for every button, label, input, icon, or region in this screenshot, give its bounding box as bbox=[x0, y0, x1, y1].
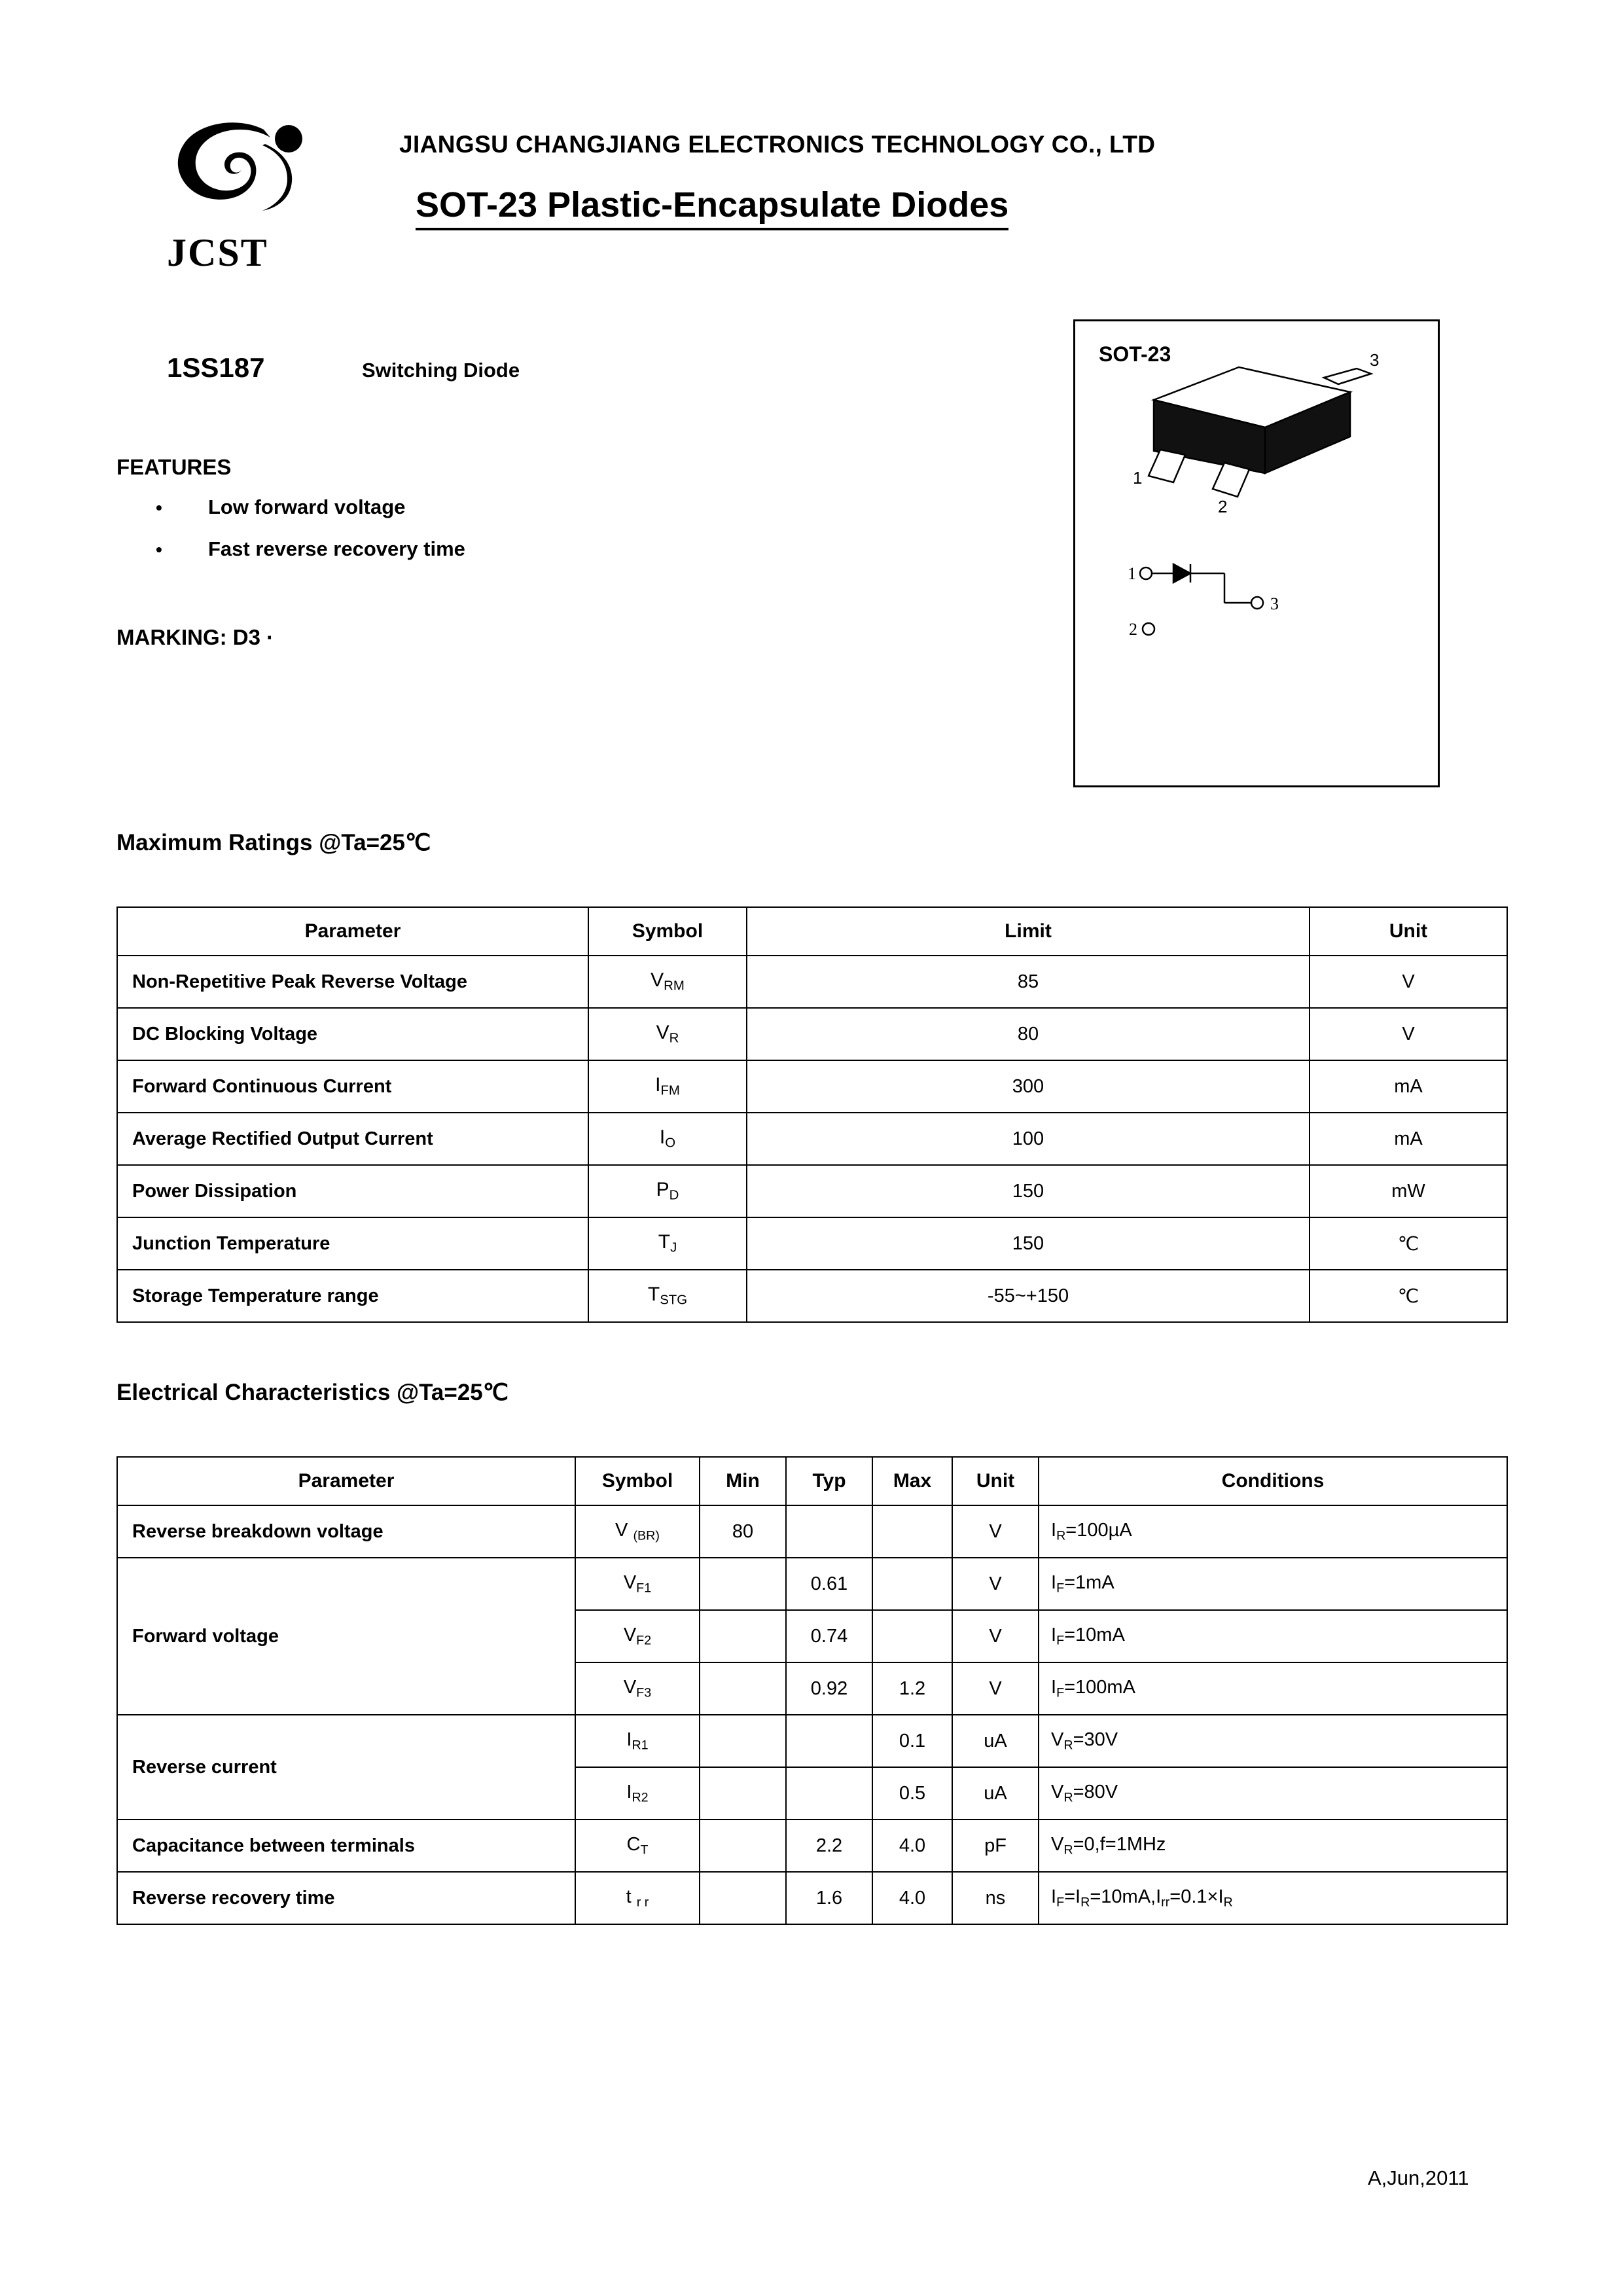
max-ratings-table bbox=[116, 906, 1508, 1323]
cell-unit: mW bbox=[1310, 1165, 1507, 1217]
jcst-logo bbox=[167, 118, 337, 281]
cell-max bbox=[872, 1558, 952, 1610]
column-header-parameter: Parameter bbox=[117, 1457, 575, 1505]
cell-min bbox=[700, 1715, 786, 1767]
cell-conditions: $I_F=1mA$ bbox=[1039, 1558, 1507, 1610]
package-outline-box bbox=[1073, 319, 1440, 787]
cell-symbol: V $_{(BR)}$ bbox=[575, 1505, 700, 1558]
cell-symbol: $T_J$ bbox=[588, 1217, 747, 1270]
cell-conditions: $I_F=10mA$ bbox=[1039, 1610, 1507, 1662]
column-header-unit: Unit bbox=[1310, 907, 1507, 956]
cell-min bbox=[700, 1767, 786, 1820]
cell-parameter: Reverse breakdown voltage bbox=[117, 1505, 575, 1558]
column-header-max: Max bbox=[872, 1457, 952, 1505]
cell-min: 80 bbox=[700, 1505, 786, 1558]
cell-symbol: $I_{R1}$ bbox=[575, 1715, 700, 1767]
column-header-symbol: Symbol bbox=[575, 1457, 700, 1505]
table-header-row bbox=[117, 907, 1507, 956]
cell-unit: V bbox=[952, 1610, 1039, 1662]
table-row bbox=[117, 1270, 1507, 1322]
svg-text:1: 1 bbox=[1133, 468, 1143, 488]
cell-typ bbox=[786, 1505, 872, 1558]
cell-parameter: Reverse recovery time bbox=[117, 1872, 575, 1924]
svg-text:2: 2 bbox=[1129, 620, 1137, 639]
cell-max: 4.0 bbox=[872, 1872, 952, 1924]
cell-parameter-forward-voltage: Forward voltage bbox=[117, 1558, 575, 1715]
column-header-symbol: Symbol bbox=[588, 907, 747, 956]
cell-parameter: Power Dissipation bbox=[117, 1165, 588, 1217]
cell-min bbox=[700, 1610, 786, 1662]
features-heading: FEATURES bbox=[116, 455, 232, 479]
feature-bullet-icon: • bbox=[156, 497, 162, 518]
cell-unit: V bbox=[952, 1662, 1039, 1715]
cell-typ: 1.6 bbox=[786, 1872, 872, 1924]
package-drawing bbox=[1075, 321, 1442, 789]
cell-symbol: $T_{STG}$ bbox=[588, 1270, 747, 1322]
cell-limit: 80 bbox=[747, 1008, 1310, 1060]
cell-symbol: t $_{r r}$ bbox=[575, 1872, 700, 1924]
cell-min bbox=[700, 1872, 786, 1924]
table-row bbox=[117, 1060, 1507, 1113]
cell-max: 1.2 bbox=[872, 1662, 952, 1715]
cell-parameter: DC Blocking Voltage bbox=[117, 1008, 588, 1060]
cell-max: 0.5 bbox=[872, 1767, 952, 1820]
cell-limit: 300 bbox=[747, 1060, 1310, 1113]
cell-conditions: $I_R=100\mu A$ bbox=[1039, 1505, 1507, 1558]
svg-text:3: 3 bbox=[1270, 594, 1279, 613]
table-row bbox=[117, 1505, 1507, 1558]
cell-unit: ns bbox=[952, 1872, 1039, 1924]
page-title: SOT-23 Plastic-Encapsulate Diodes bbox=[416, 185, 1008, 230]
cell-unit: ℃ bbox=[1310, 1270, 1507, 1322]
part-number: 1SS187 bbox=[167, 352, 265, 383]
cell-symbol: $V_{F1}$ bbox=[575, 1558, 700, 1610]
cell-parameter-reverse-current: Reverse current bbox=[117, 1715, 575, 1820]
cell-unit: mA bbox=[1310, 1113, 1507, 1165]
table-row bbox=[117, 956, 1507, 1008]
cell-symbol: $V_R$ bbox=[588, 1008, 747, 1060]
cell-symbol: $I_O$ bbox=[588, 1113, 747, 1165]
cell-conditions: $V_R=30V$ bbox=[1039, 1715, 1507, 1767]
cell-symbol: $I_{R2}$ bbox=[575, 1767, 700, 1820]
cell-symbol: $I_{FM}$ bbox=[588, 1060, 747, 1113]
cell-limit: 150 bbox=[747, 1165, 1310, 1217]
table-row bbox=[117, 1217, 1507, 1270]
cell-conditions: $V_R=80V$ bbox=[1039, 1767, 1507, 1820]
table-row bbox=[117, 1715, 1507, 1767]
cell-max: 0.1 bbox=[872, 1715, 952, 1767]
cell-conditions-rr: $I_F=I_R=10mA,I_{rr}=0.1\times I_R$ bbox=[1039, 1872, 1507, 1924]
logo-wordmark: JCST bbox=[167, 231, 268, 274]
cell-max: 4.0 bbox=[872, 1820, 952, 1872]
cell-max bbox=[872, 1610, 952, 1662]
cell-symbol: $P_D$ bbox=[588, 1165, 747, 1217]
cell-typ: 2.2 bbox=[786, 1820, 872, 1872]
cell-symbol: $V_{F3}$ bbox=[575, 1662, 700, 1715]
cell-unit: pF bbox=[952, 1820, 1039, 1872]
cell-min bbox=[700, 1558, 786, 1610]
column-header-min: Min bbox=[700, 1457, 786, 1505]
cell-unit: ℃ bbox=[1310, 1217, 1507, 1270]
table-row bbox=[117, 1008, 1507, 1060]
cell-symbol: $V_{RM}$ bbox=[588, 956, 747, 1008]
package-name-label: SOT-23 bbox=[1099, 342, 1171, 366]
part-description: Switching Diode bbox=[362, 359, 520, 382]
svg-text:2: 2 bbox=[1218, 497, 1228, 516]
table-row bbox=[117, 1872, 1507, 1924]
logo-mark-icon bbox=[167, 118, 317, 232]
column-header-typ: Typ bbox=[786, 1457, 872, 1505]
max-ratings-heading: Maximum Ratings @Ta=25℃ bbox=[116, 830, 431, 855]
cell-conditions: $I_F=100mA$ bbox=[1039, 1662, 1507, 1715]
cell-unit: uA bbox=[952, 1767, 1039, 1820]
cell-limit: 100 bbox=[747, 1113, 1310, 1165]
cell-typ bbox=[786, 1715, 872, 1767]
cell-parameter: Capacitance between terminals bbox=[117, 1820, 575, 1872]
cell-limit: 150 bbox=[747, 1217, 1310, 1270]
marking-label: MARKING: D3 · bbox=[116, 625, 274, 649]
company-name: JIANGSU CHANGJIANG ELECTRONICS TECHNOLOGY CO., LTD bbox=[399, 131, 1156, 158]
feature-item: Low forward voltage bbox=[208, 495, 406, 518]
column-header-unit: Unit bbox=[952, 1457, 1039, 1505]
cell-parameter: Average Rectified Output Current bbox=[117, 1113, 588, 1165]
column-header-conditions: Conditions bbox=[1039, 1457, 1507, 1505]
cell-parameter: Forward Continuous Current bbox=[117, 1060, 588, 1113]
feature-bullet-icon: • bbox=[156, 539, 162, 560]
cell-unit: V bbox=[1310, 1008, 1507, 1060]
feature-item: Fast reverse recovery time bbox=[208, 537, 465, 560]
cell-min bbox=[700, 1820, 786, 1872]
electrical-heading: Electrical Characteristics @Ta=25℃ bbox=[116, 1380, 509, 1405]
table-row bbox=[117, 1820, 1507, 1872]
cell-parameter: Junction Temperature bbox=[117, 1217, 588, 1270]
cell-typ bbox=[786, 1767, 872, 1820]
cell-unit: V bbox=[952, 1558, 1039, 1610]
column-header-limit: Limit bbox=[747, 907, 1310, 956]
table-row bbox=[117, 1165, 1507, 1217]
cell-max bbox=[872, 1505, 952, 1558]
cell-unit: uA bbox=[952, 1715, 1039, 1767]
svg-text:1: 1 bbox=[1128, 564, 1136, 583]
cell-unit: mA bbox=[1310, 1060, 1507, 1113]
table-row bbox=[117, 1113, 1507, 1165]
cell-limit: -55~+150 bbox=[747, 1270, 1310, 1322]
cell-parameter: Non-Repetitive Peak Reverse Voltage bbox=[117, 956, 588, 1008]
cell-symbol: $C_T$ bbox=[575, 1820, 700, 1872]
document-header bbox=[118, 111, 1505, 327]
svg-text:3: 3 bbox=[1370, 350, 1380, 370]
cell-min bbox=[700, 1662, 786, 1715]
cell-parameter: Storage Temperature range bbox=[117, 1270, 588, 1322]
cell-symbol: $V_{F2}$ bbox=[575, 1610, 700, 1662]
revision-footer: A,Jun,2011 bbox=[1368, 2166, 1469, 2189]
column-header-parameter: Parameter bbox=[117, 907, 588, 956]
cell-typ: 0.61 bbox=[786, 1558, 872, 1610]
cell-unit: V bbox=[1310, 956, 1507, 1008]
cell-typ: 0.92 bbox=[786, 1662, 872, 1715]
table-row bbox=[117, 1558, 1507, 1610]
cell-limit: 85 bbox=[747, 956, 1310, 1008]
electrical-characteristics-table bbox=[116, 1456, 1508, 1925]
cell-typ: 0.74 bbox=[786, 1610, 872, 1662]
cell-conditions: $V_R=0,f=1MHz$ bbox=[1039, 1820, 1507, 1872]
table-header-row bbox=[117, 1457, 1507, 1505]
cell-unit: V bbox=[952, 1505, 1039, 1558]
